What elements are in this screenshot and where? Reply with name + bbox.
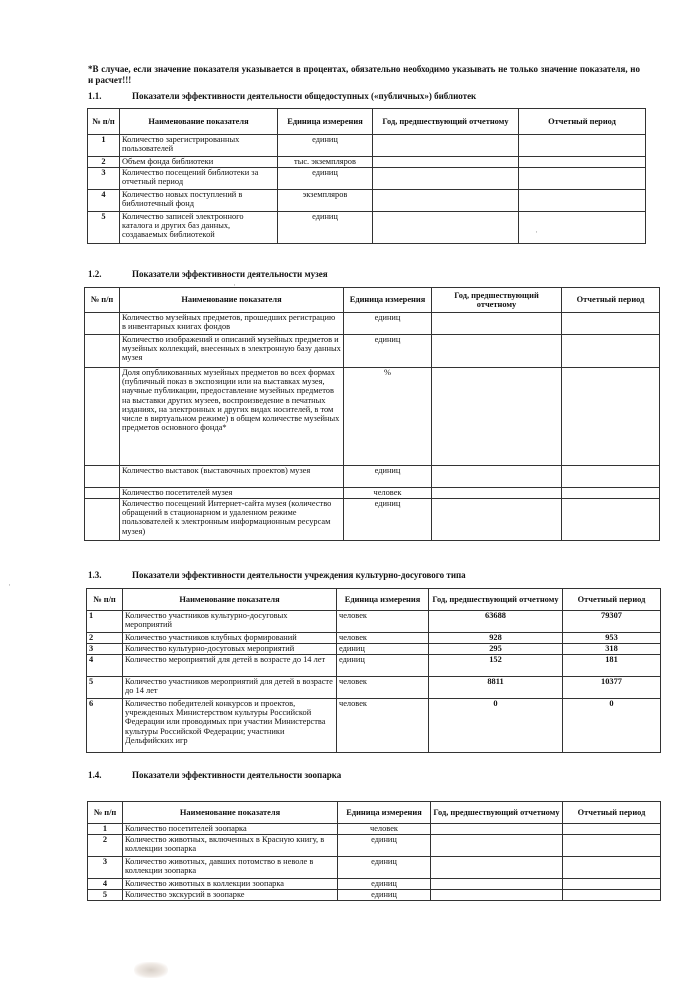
row-unit: % xyxy=(344,368,432,466)
row-name: Количество посещений библиотеки за отчетный период xyxy=(120,168,278,190)
row-prev xyxy=(431,857,563,879)
table-row xyxy=(85,488,660,499)
row-name: Количество экскурсий в зоопарке xyxy=(123,890,338,901)
table-row xyxy=(88,190,646,212)
scan-speck: · xyxy=(535,227,538,237)
row-unit: единиц xyxy=(338,890,431,901)
row-prev xyxy=(431,824,563,835)
table-header-row xyxy=(88,109,646,135)
table-header-row xyxy=(87,589,661,611)
row-name: Количество победителей конкурсов и проектов, учрежденных Министерством культуры Российской Федерации или проводимых при участии Министерства культуры Российской Федерации; участники Дельфийских игр xyxy=(123,699,337,753)
table-row xyxy=(85,499,660,541)
row-unit: единиц xyxy=(344,466,432,488)
row-prev xyxy=(432,499,562,541)
row-unit: единиц xyxy=(338,857,431,879)
table-row xyxy=(88,157,646,168)
table-row xyxy=(87,677,661,699)
table-row xyxy=(87,699,661,753)
row-prev: 63688 xyxy=(429,611,563,633)
row-prev: 928 xyxy=(429,633,563,644)
row-name: Количество записей электронного каталога и других баз данных, создаваемых библиотекой xyxy=(120,212,278,244)
culture-center-indicators-table xyxy=(86,588,661,753)
row-name: Количество посещений Интернет-сайта музея (количество обращений в стационарном и удаленном режиме пользователей к электронным информационным ресурсам музея) xyxy=(120,499,344,541)
row-unit: экземпляров xyxy=(278,190,373,212)
row-num: 3 xyxy=(88,857,123,879)
row-name: Количество животных в коллекции зоопарка xyxy=(123,879,338,890)
scan-smudge xyxy=(134,962,168,978)
row-num xyxy=(85,466,120,488)
row-curr: 79307 xyxy=(563,611,661,633)
row-curr xyxy=(519,190,646,212)
row-unit: единиц xyxy=(337,655,429,677)
row-name: Количество участников культурно-досуговых мероприятий xyxy=(123,611,337,633)
row-num: 1 xyxy=(88,135,120,157)
row-name: Количество посетителей музея xyxy=(120,488,344,499)
table-row xyxy=(88,212,646,244)
row-name: Количество культурно-досуговых мероприятий xyxy=(123,644,337,655)
row-unit: человек xyxy=(337,611,429,633)
header-num: № п/п xyxy=(88,109,120,135)
header-num: № п/п xyxy=(87,589,123,611)
row-unit: единиц xyxy=(338,879,431,890)
header-unit: Единица измерения xyxy=(344,288,432,313)
row-curr: 181 xyxy=(563,655,661,677)
row-name: Количество музейных предметов, прошедших регистрацию в инвентарных книгах фондов xyxy=(120,313,344,335)
table-row xyxy=(87,644,661,655)
row-name: Количество зарегистрированных пользователей xyxy=(120,135,278,157)
table-row xyxy=(88,824,661,835)
row-curr: 318 xyxy=(563,644,661,655)
header-prev: Год, предшествующий отчетному xyxy=(431,802,563,824)
header-curr: Отчетный период xyxy=(562,288,660,313)
row-unit: тыс. экземпляров xyxy=(278,157,373,168)
section-1-1-title xyxy=(88,91,476,101)
row-curr xyxy=(563,824,661,835)
museum-indicators-table xyxy=(84,287,660,541)
table-row xyxy=(88,890,661,901)
row-num: 3 xyxy=(87,644,123,655)
row-curr xyxy=(519,157,646,168)
row-name: Количество животных, давших потомство в неволе в коллекции зоопарка xyxy=(123,857,338,879)
row-unit: человек xyxy=(337,677,429,699)
row-curr xyxy=(563,879,661,890)
header-name: Наименование показателя xyxy=(123,802,338,824)
row-prev xyxy=(373,190,519,212)
row-prev xyxy=(373,212,519,244)
row-curr: 953 xyxy=(563,633,661,644)
row-curr xyxy=(562,313,660,335)
row-unit: единиц xyxy=(344,335,432,368)
section-number: 1.4. xyxy=(88,770,102,780)
header-curr: Отчетный период xyxy=(519,109,646,135)
row-num: 5 xyxy=(87,677,123,699)
row-curr xyxy=(562,466,660,488)
row-prev xyxy=(373,157,519,168)
header-num: № п/п xyxy=(85,288,120,313)
section-number: 1.2. xyxy=(88,269,102,279)
row-curr xyxy=(562,335,660,368)
table-row xyxy=(88,835,661,857)
row-prev xyxy=(432,368,562,466)
header-prev: Год, предшествующий отчетному xyxy=(373,109,519,135)
table-row xyxy=(87,633,661,644)
row-num: 4 xyxy=(87,655,123,677)
header-curr: Отчетный период xyxy=(563,802,661,824)
row-name: Количество участников мероприятий для детей в возрасте до 14 лет xyxy=(123,677,337,699)
row-prev xyxy=(432,313,562,335)
row-curr xyxy=(519,168,646,190)
row-num: 4 xyxy=(88,879,123,890)
section-number: 1.3. xyxy=(88,570,102,580)
row-curr xyxy=(563,857,661,879)
row-name: Количество посетителей зоопарка xyxy=(123,824,338,835)
table-row xyxy=(85,313,660,335)
scan-speck: · xyxy=(8,580,11,590)
table-row xyxy=(85,335,660,368)
row-prev xyxy=(432,335,562,368)
section-number: 1.1. xyxy=(88,91,102,101)
table-row xyxy=(87,655,661,677)
table-row xyxy=(88,168,646,190)
row-curr xyxy=(563,890,661,901)
row-name: Доля опубликованных музейных предметов во всех формах (публичный показ в экспозиции или на выставках музея, научные публикации, предоставление музейных предметов на выставки других музеев, воспроизведение в печатных изданиях, на электронных и других видах носителей, в том числе в виртуальном режиме) в общем количестве музейных предметов основного фонда* xyxy=(120,368,344,466)
row-name: Количество выставок (выставочных проектов) музея xyxy=(120,466,344,488)
row-unit: человек xyxy=(337,699,429,753)
table-row xyxy=(88,879,661,890)
library-indicators-table xyxy=(87,108,646,244)
row-unit: человек xyxy=(337,633,429,644)
row-num: 6 xyxy=(87,699,123,753)
percentage-note: *В случае, если значение показателя указывается в процентах, обязательно необходимо указывать не только значение показателя, но и расчет!!! xyxy=(88,64,640,85)
row-curr: 10377 xyxy=(563,677,661,699)
row-prev: 152 xyxy=(429,655,563,677)
row-curr xyxy=(562,368,660,466)
row-prev xyxy=(432,488,562,499)
row-prev xyxy=(431,835,563,857)
row-num xyxy=(85,499,120,541)
section-1-4-title xyxy=(88,770,341,780)
row-unit: единиц xyxy=(344,313,432,335)
header-unit: Единица измерения xyxy=(337,589,429,611)
row-curr xyxy=(563,835,661,857)
row-unit: единиц xyxy=(344,499,432,541)
section-title-text: Показатели эффективности деятельности музея xyxy=(132,269,328,279)
header-curr: Отчетный период xyxy=(563,589,661,611)
row-num: 2 xyxy=(88,157,120,168)
row-unit: человек xyxy=(344,488,432,499)
row-num xyxy=(85,313,120,335)
section-1-3-title xyxy=(88,570,466,580)
section-title-text: Показатели эффективности деятельности общедоступных («публичных») библиотек xyxy=(132,91,477,101)
header-name: Наименование показателя xyxy=(120,288,344,313)
header-name: Наименование показателя xyxy=(120,109,278,135)
zoo-indicators-table xyxy=(87,801,661,901)
row-prev xyxy=(373,168,519,190)
row-prev xyxy=(432,466,562,488)
table-header-row xyxy=(85,288,660,313)
header-name: Наименование показателя xyxy=(123,589,337,611)
row-num: 4 xyxy=(88,190,120,212)
row-prev xyxy=(373,135,519,157)
section-title-text: Показатели эффективности деятельности зоопарка xyxy=(132,770,342,780)
header-prev: Год, предшествующий отчетному xyxy=(432,288,562,313)
section-1-2-title xyxy=(88,269,328,279)
row-curr: 0 xyxy=(563,699,661,753)
row-name: Количество участников клубных формирований xyxy=(123,633,337,644)
row-name: Количество новых поступлений в библиотечный фонд xyxy=(120,190,278,212)
header-num: № п/п xyxy=(88,802,123,824)
row-unit: единиц xyxy=(278,168,373,190)
row-unit: человек xyxy=(338,824,431,835)
row-num: 5 xyxy=(88,212,120,244)
table-row xyxy=(87,611,661,633)
row-unit: единиц xyxy=(278,135,373,157)
row-curr xyxy=(519,135,646,157)
table-row xyxy=(85,466,660,488)
row-unit: единиц xyxy=(278,212,373,244)
table-row xyxy=(88,135,646,157)
row-num: 3 xyxy=(88,168,120,190)
row-name: Количество изображений и описаний музейных предметов и музейных коллекций, внесенных в электронную базу данных музея xyxy=(120,335,344,368)
row-num: 1 xyxy=(87,611,123,633)
row-num: 2 xyxy=(87,633,123,644)
row-num xyxy=(85,488,120,499)
row-num: 2 xyxy=(88,835,123,857)
row-unit: единиц xyxy=(337,644,429,655)
row-prev xyxy=(431,879,563,890)
row-prev xyxy=(431,890,563,901)
row-prev: 0 xyxy=(429,699,563,753)
row-name: Объем фонда библиотеки xyxy=(120,157,278,168)
row-prev: 295 xyxy=(429,644,563,655)
row-num xyxy=(85,335,120,368)
row-name: Количество мероприятий для детей в возрасте до 14 лет xyxy=(123,655,337,677)
row-name: Количество животных, включенных в Красную книгу, в коллекции зоопарка xyxy=(123,835,338,857)
row-unit: единиц xyxy=(338,835,431,857)
row-num: 1 xyxy=(88,824,123,835)
scan-speck: · xyxy=(233,280,236,290)
section-title-text: Показатели эффективности деятельности учреждения культурно-досугового типа xyxy=(132,570,466,580)
table-row xyxy=(85,368,660,466)
header-unit: Единица измерения xyxy=(338,802,431,824)
row-prev: 8811 xyxy=(429,677,563,699)
header-prev: Год, предшествующий отчетному xyxy=(429,589,563,611)
row-curr xyxy=(562,499,660,541)
table-header-row xyxy=(88,802,661,824)
header-unit: Единица измерения xyxy=(278,109,373,135)
row-curr xyxy=(562,488,660,499)
row-num: 5 xyxy=(88,890,123,901)
row-num xyxy=(85,368,120,466)
table-row xyxy=(88,857,661,879)
